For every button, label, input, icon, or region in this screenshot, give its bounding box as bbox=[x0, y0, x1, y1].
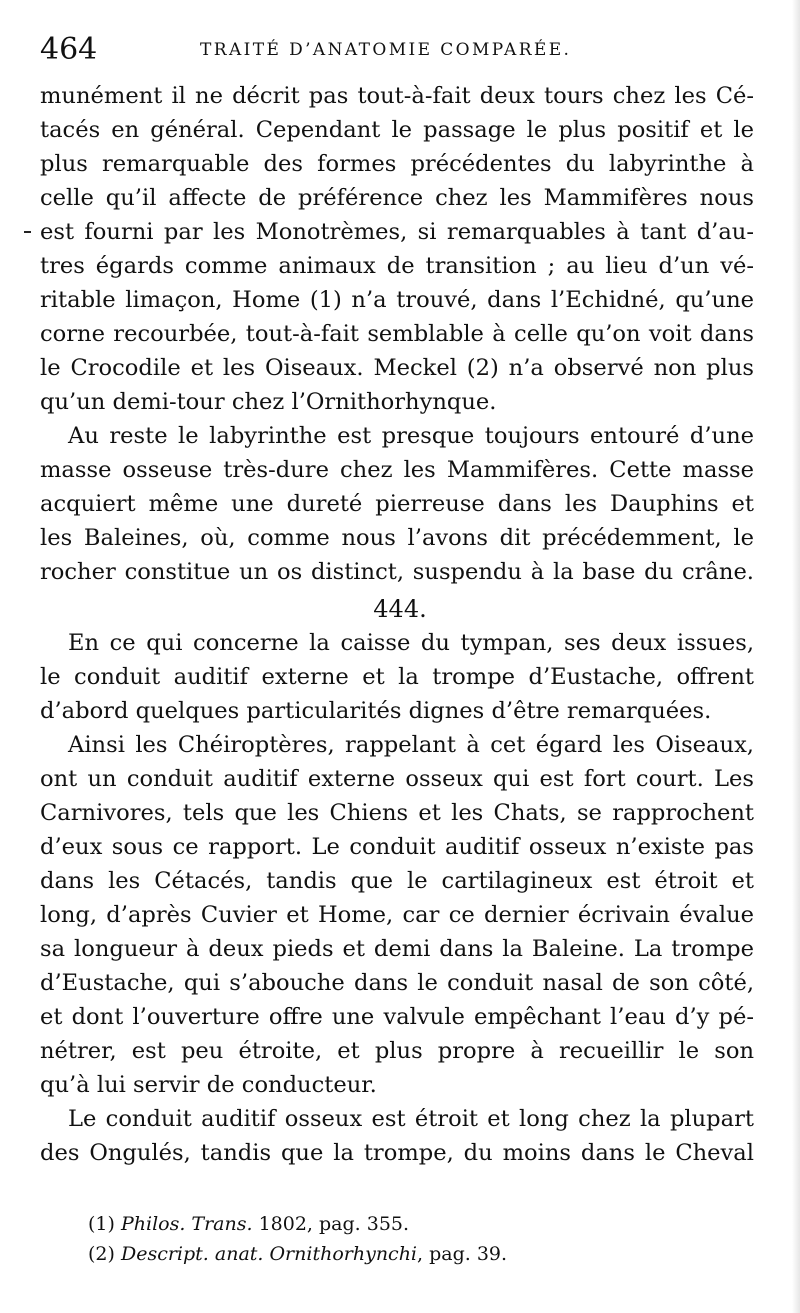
text-line: dans les Cétacés, tandis que le cartilagineux est étroit et bbox=[40, 868, 754, 894]
text-line: munément il ne décrit pas tout-à-fait deux tours chez les Cé- bbox=[40, 83, 754, 109]
text-line: corne recourbée, tout-à-fait semblable à celle qu’on voit dans bbox=[40, 321, 754, 347]
section-number: 444. bbox=[373, 595, 427, 623]
footnote bbox=[88, 1210, 409, 1238]
text-line: est fourni par les Monotrèmes, si remarquables à tant d’au- bbox=[40, 219, 754, 245]
text-line: ont un conduit auditif externe osseux qui est fort court. Les bbox=[40, 766, 754, 792]
text-line: rocher constitue un os distinct, suspendu à la base du crâne. bbox=[40, 559, 754, 585]
text-line: le conduit auditif externe et la trompe d’Eustache, offrent bbox=[40, 664, 754, 690]
footnote-work-title: Descript. anat. Ornithorhynchi bbox=[120, 1243, 418, 1265]
text-line: long, d’après Cuvier et Home, car ce dernier écrivain évalue bbox=[40, 902, 754, 928]
text-line: le Crocodile et les Oiseaux. Meckel (2) n’a observé non plus bbox=[40, 355, 754, 381]
text-line: Ainsi les Chéiroptères, rappelant à cet égard les Oiseaux, bbox=[68, 732, 754, 758]
text-line: En ce qui concerne la caisse du tympan, ses deux issues, bbox=[68, 630, 754, 656]
text-line: d’abord quelques particularités dignes d’être remarquées. bbox=[40, 698, 712, 724]
text-line: tres égards comme animaux de transition ; au lieu d’un vé- bbox=[40, 253, 754, 279]
text-line: ritable limaçon, Home (1) n’a trouvé, dans l’Echidné, qu’une bbox=[40, 287, 754, 313]
text-line: plus remarquable des formes précédentes du labyrinthe à bbox=[40, 151, 754, 177]
text-line: d’Eustache, qui s’abouche dans le conduit nasal de son côté, bbox=[40, 970, 754, 996]
text-line: d’eux sous ce rapport. Le conduit auditif osseux n’existe pas bbox=[40, 834, 754, 860]
text-line: masse osseuse très-dure chez les Mammifères. Cette masse bbox=[40, 457, 754, 483]
text-line: qu’un demi-tour chez l’Ornithorhynque. bbox=[40, 389, 497, 415]
page-header bbox=[40, 28, 780, 72]
text-line: des Ongulés, tandis que la trompe, du moins dans le Cheval bbox=[40, 1140, 754, 1166]
text-line: nétrer, est peu étroite, et plus propre à recueillir le son bbox=[40, 1038, 754, 1064]
text-line: acquiert même une dureté pierreuse dans les Dauphins et bbox=[40, 491, 754, 517]
page-number: 464 bbox=[40, 32, 98, 67]
footnote-marker: (1) bbox=[88, 1213, 115, 1235]
page-edge bbox=[792, 0, 800, 1313]
footnote-reference: 1802, pag. 355. bbox=[258, 1213, 410, 1235]
text-line: et dont l’ouverture offre une valvule empêchant l’eau d’y pé- bbox=[40, 1004, 754, 1030]
footnote-work-title: Philos. Trans. bbox=[120, 1213, 253, 1235]
text-line: sa longueur à deux pieds et demi dans la Baleine. La trompe bbox=[40, 936, 754, 962]
text-line: qu’à lui servir de conducteur. bbox=[40, 1072, 377, 1098]
text-line: Le conduit auditif osseux est étroit et long chez la plupart bbox=[68, 1106, 754, 1132]
footnote-reference: , pag. 39. bbox=[417, 1243, 508, 1265]
footnote-marker: (2) bbox=[88, 1243, 115, 1265]
text-line: Carnivores, tels que les Chiens et les Chats, se rapprochent bbox=[40, 800, 754, 826]
text-line: les Baleines, où, comme nous l’avons dit précédemment, le bbox=[40, 525, 754, 551]
text-line: Au reste le labyrinthe est presque toujours entouré d’une bbox=[68, 423, 754, 449]
margin-mark bbox=[24, 231, 31, 233]
running-title: TRAITÉ D’ANATOMIE COMPARÉE. bbox=[200, 40, 572, 60]
text-line: celle qu’il affecte de préférence chez les Mammifères nous bbox=[40, 185, 754, 211]
footnote bbox=[88, 1240, 507, 1268]
text-line: tacés en général. Cependant le passage le plus positif et le bbox=[40, 117, 754, 143]
